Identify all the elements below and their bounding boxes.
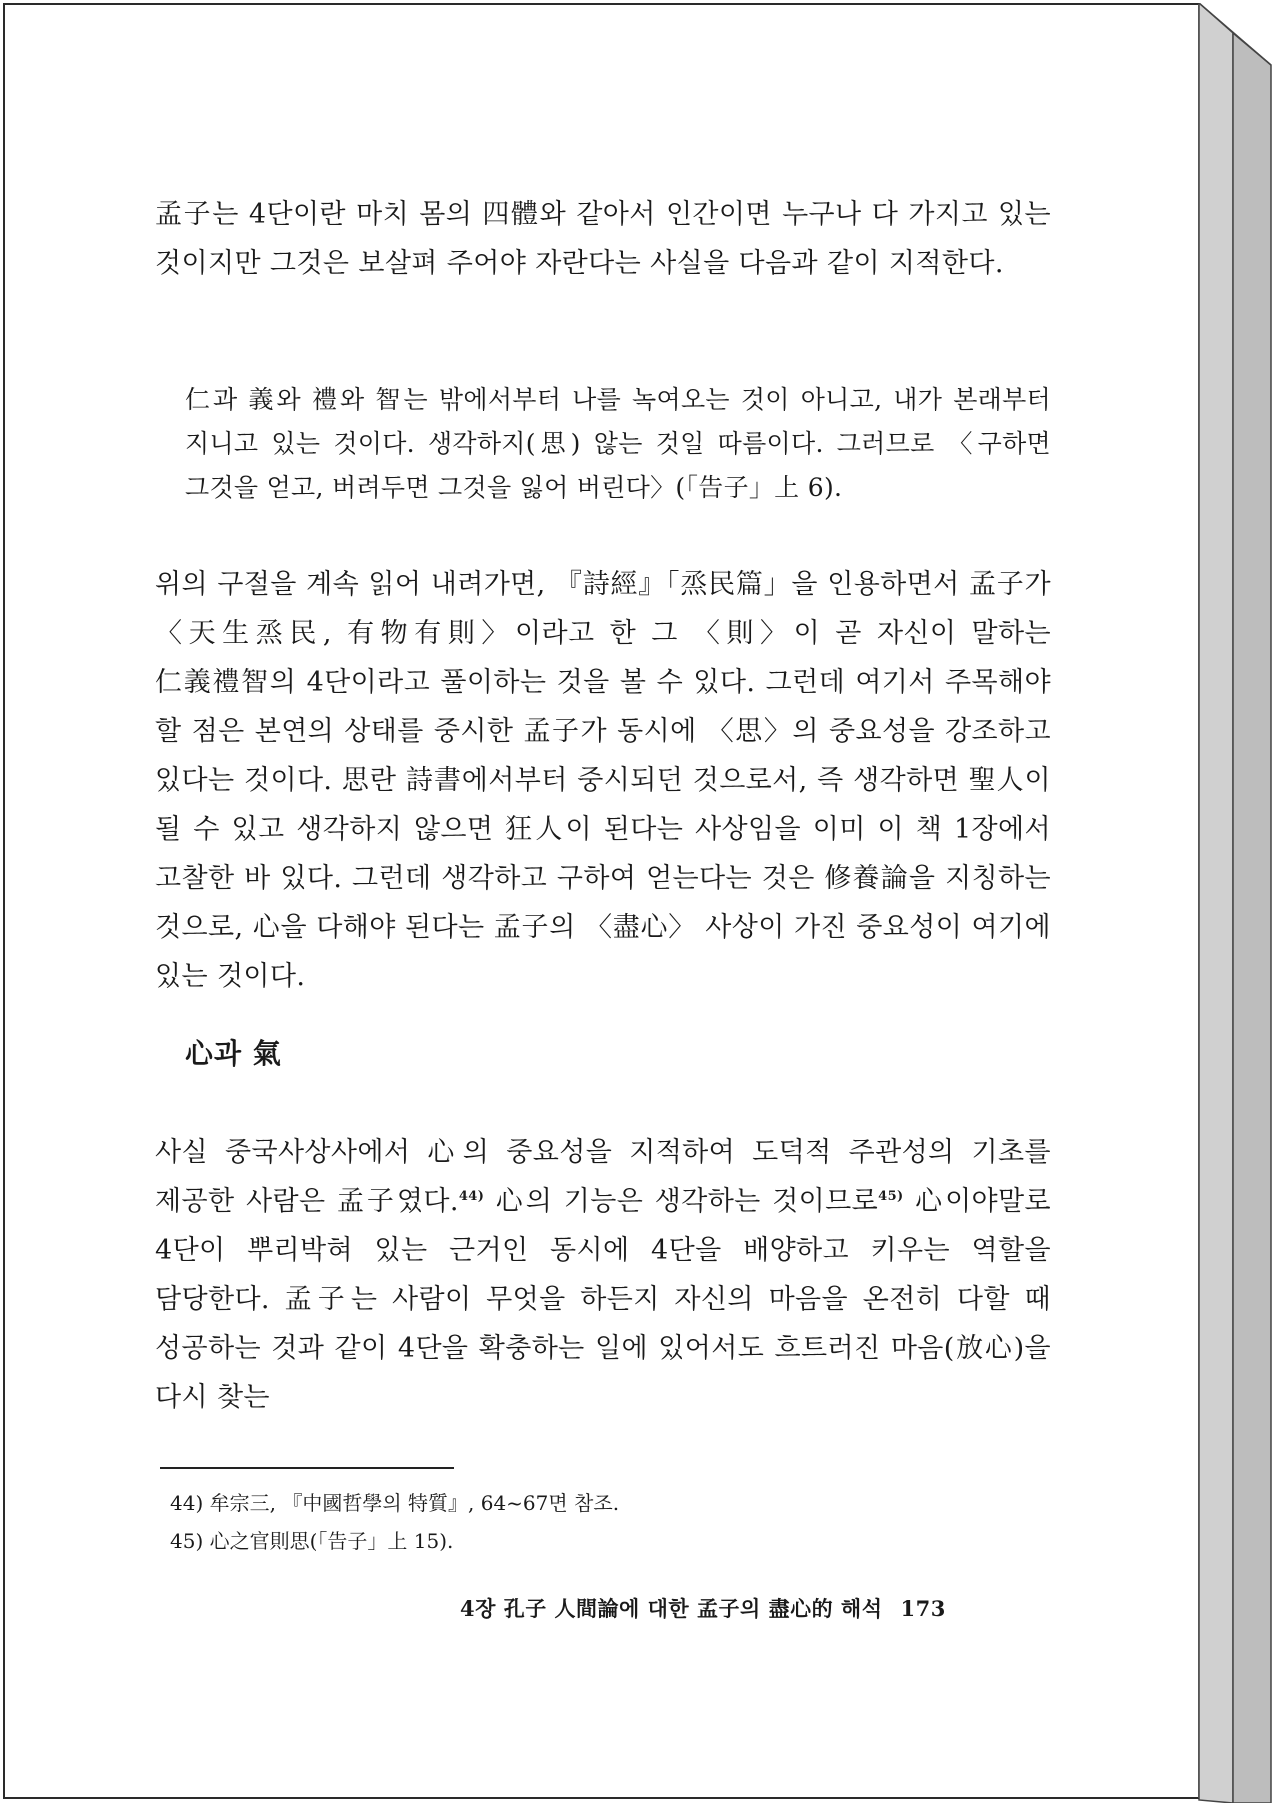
page-number: 173 — [900, 1596, 946, 1621]
footnote-list — [170, 1484, 619, 1560]
running-footer — [460, 1593, 1020, 1623]
block-quote: 仁과 義와 禮와 智는 밖에서부터 나를 녹여오는 것이 아니고, 내가 본래부터 지니고 있는 것이다. 생각하지(思) 않는 것일 따름이다. 그러므로 〈구하면 그것을 얻고, 버려두면 그것을 잃어 버린다〉(「告子」上 6). — [185, 385, 1051, 502]
paragraph-3-text-b: 心의 기능은 생각하는 것이므로 — [484, 1186, 879, 1217]
footnote-45: 45) 心之官則思(「告子」上 15). — [170, 1529, 454, 1553]
paragraph-3-text-a: 사실 중국사상사에서 心의 중요성을 지적하여 도덕적 주관성의 기초를 제공한 사람은 孟子였다. — [155, 1137, 1051, 1217]
running-title: 4장 孔子 人間論에 대한 孟子의 盡心的 해석 — [460, 1596, 883, 1621]
footnote-ref-44[interactable]: 44) — [458, 1189, 485, 1204]
paragraph-2: 위의 구절을 계속 읽어 내려가면, 『詩經』「烝民篇」을 인용하면서 孟子가 〈天生烝民, 有物有則〉이라고 한 그 〈則〉이 곧 자신이 말하는 仁義禮智의 4단이라고 풀이하는 것을 볼 수 있다. 그런데 여기서 주목해야 할 점은 본연의 상태를 중시한 孟子가 동시에 〈思〉의 중요성을 강조하고 있다는 것이다. 思란 詩書에서부터 중시되던 것으로서, 즉 생각하면 聖人이 될 수 있고 생각하지 않으면 狂人이 된다는 사상임을 이미 이 책 1장에서 고찰한 바 있다. 그런데 생각하고 구하여 얻는다는 것은 修養論을 지칭하는 것으로, 心을 다해야 된다는 孟子의 〈盡心〉 사상이 가진 중요성이 여기에 있는 것이다. — [155, 569, 1051, 992]
footnote-divider — [160, 1467, 454, 1469]
paragraph-3-text-c: 心이야말로 4단이 뿌리박혀 있는 근거인 동시에 4단을 배양하고 키우는 역할을 담당한다. 孟子는 사람이 무엇을 하든지 자신의 마음을 온전히 다할 때 성공하는 것과 같이 4단을 확충하는 일에 있어서도 흐트러진 마음(放心)을 다시 찾는 — [155, 1186, 1052, 1413]
paragraph-3 — [155, 1128, 1051, 1422]
footnote-44: 44) 牟宗三, 『中國哲學의 特質』, 64~67면 참조. — [170, 1491, 620, 1515]
section-heading: 心과 氣 — [185, 1037, 282, 1070]
paragraph-1: 孟子는 4단이란 마치 몸의 四體와 같아서 인간이면 누구나 다 가지고 있는 것이지만 그것은 보살펴 주어야 자란다는 사실을 다음과 같이 지적한다. — [155, 199, 1051, 279]
footnote-ref-45[interactable]: 45) — [878, 1189, 904, 1204]
